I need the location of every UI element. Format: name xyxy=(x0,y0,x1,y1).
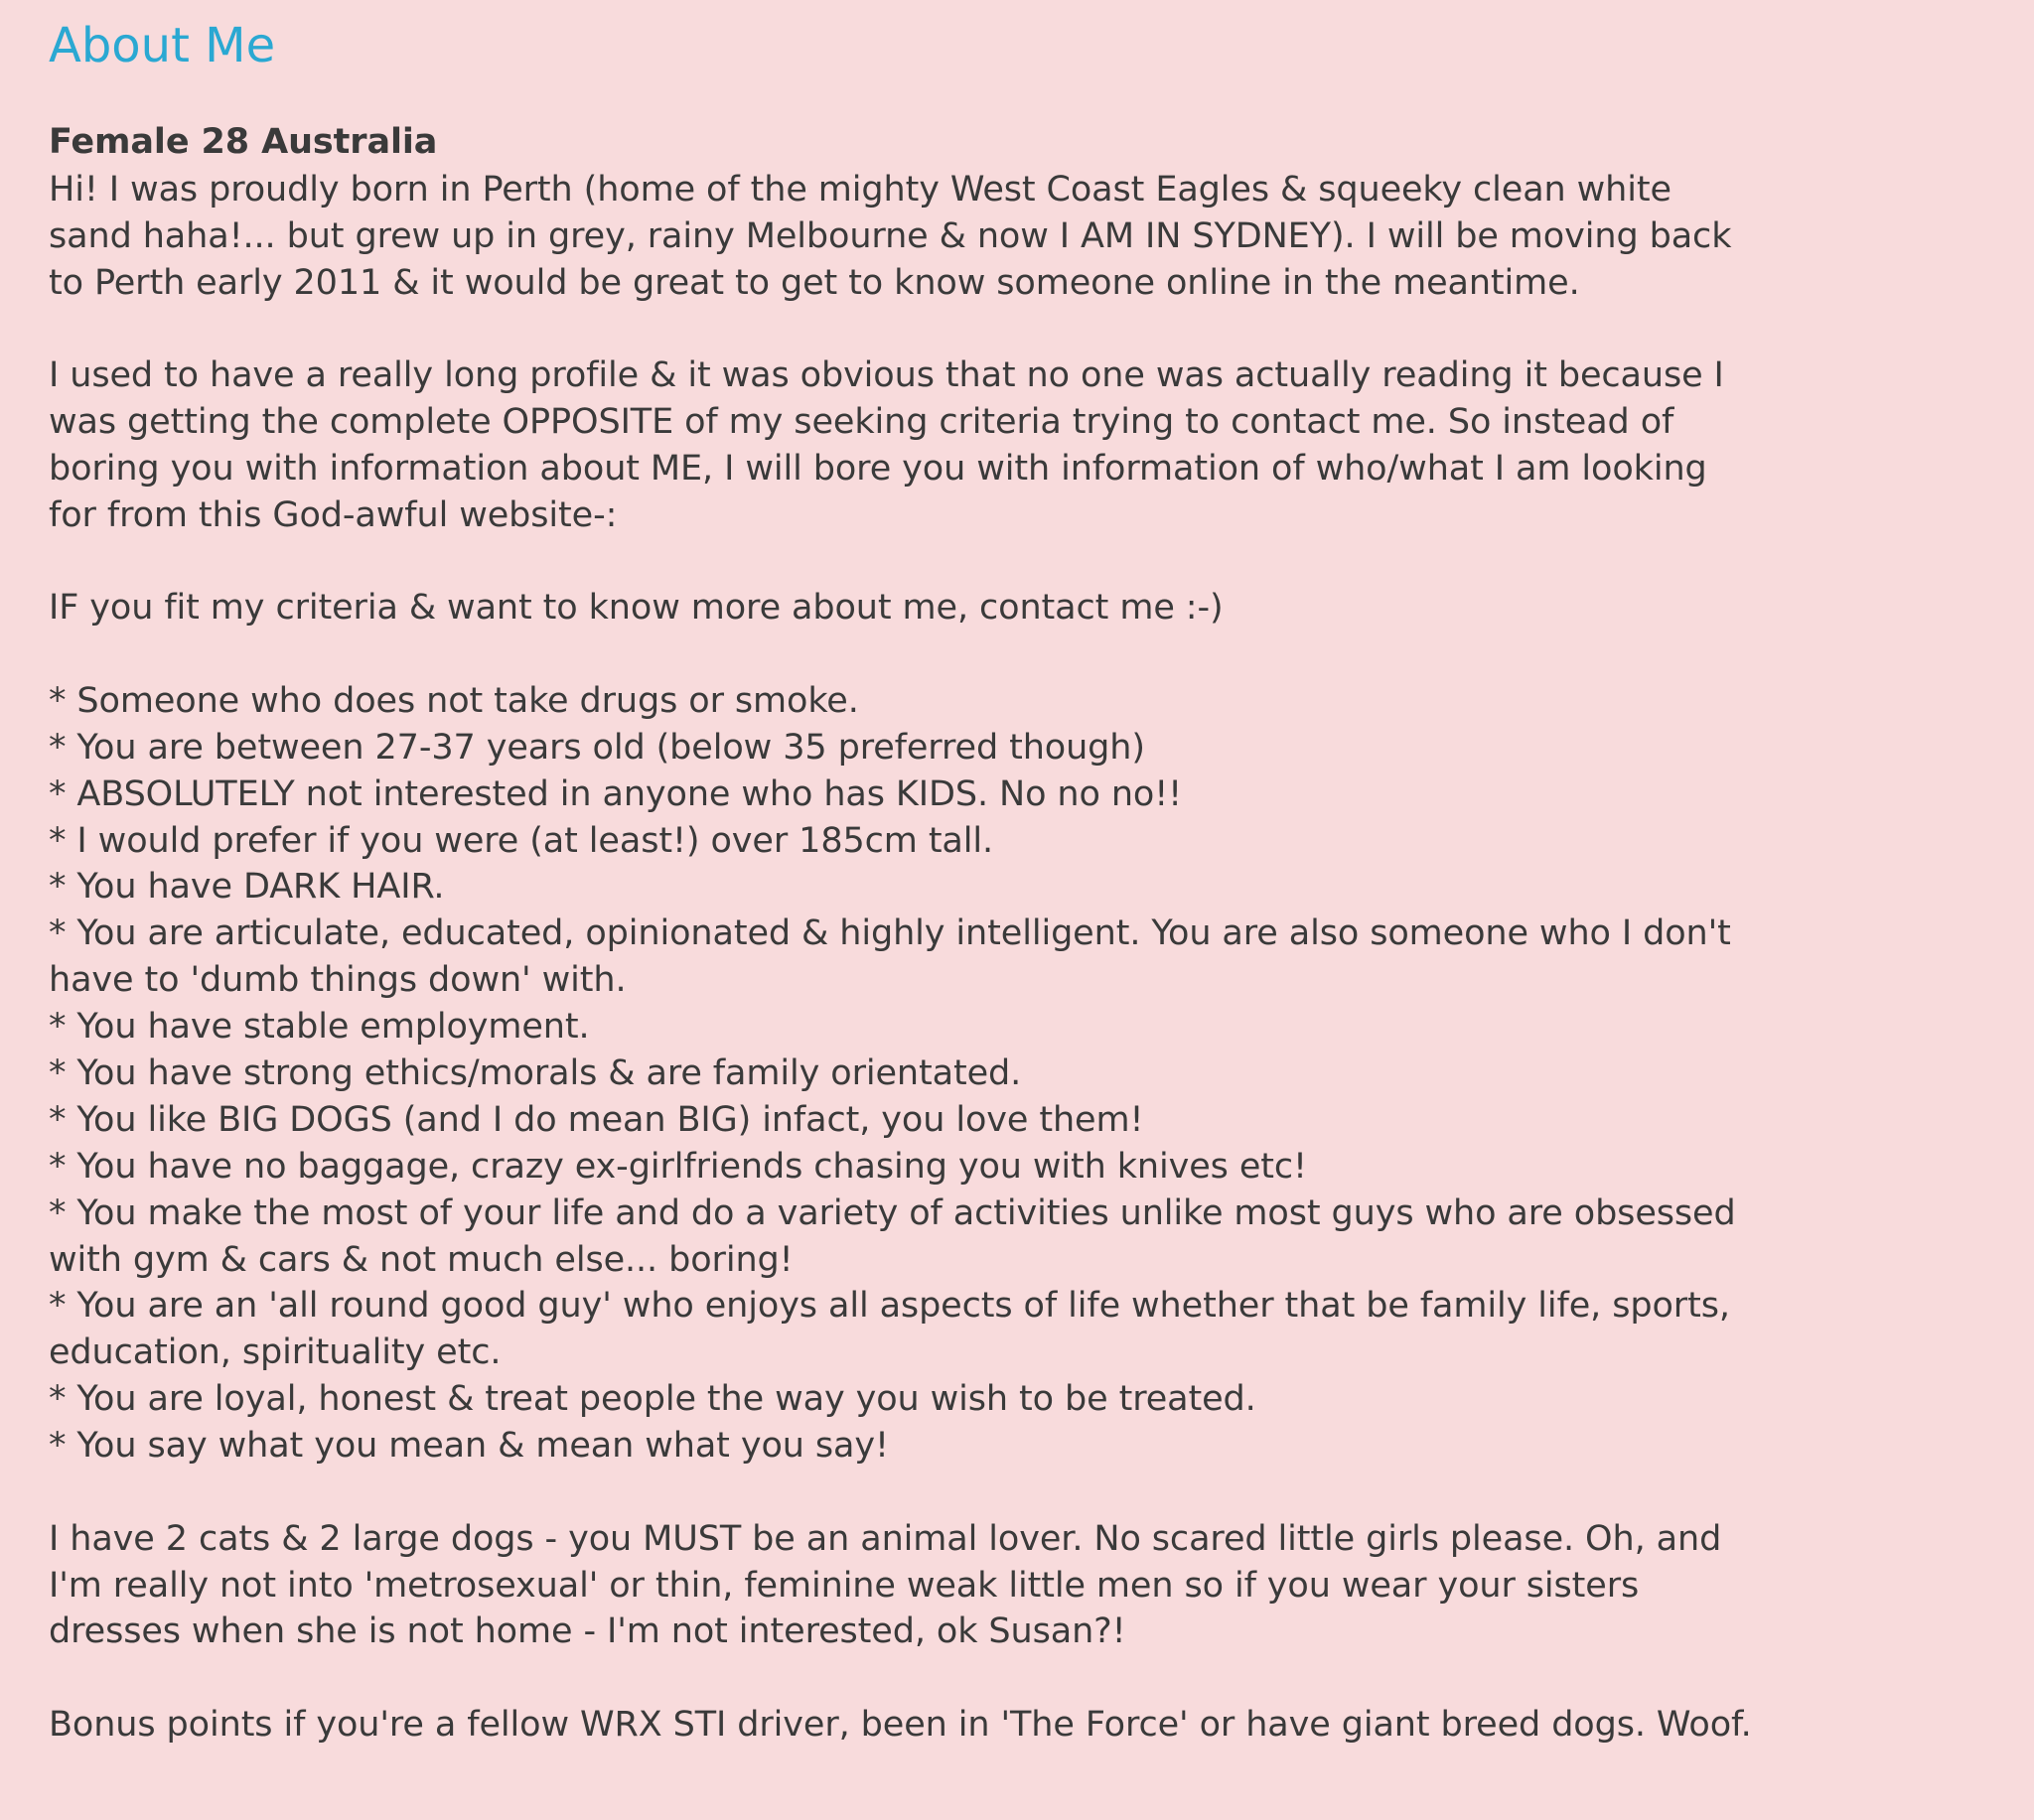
criteria-item: * I would prefer if you were (at least!) over 185cm tall. xyxy=(49,821,994,861)
criteria-item: have to 'dumb things down' with. xyxy=(49,960,627,1000)
profile-paragraph-line: for from this God-awful website-: xyxy=(49,495,618,535)
criteria-item: * Someone who does not take drugs or smoke. xyxy=(49,681,859,721)
criteria-item: * You are articulate, educated, opinionated & highly intelligent. You are also someone who I don't xyxy=(49,913,1731,953)
intro-line: to Perth early 2011 & it would be great to get to know someone online in the meantime. xyxy=(49,263,1580,303)
pets-paragraph-line: dresses when she is not home - I'm not interested, ok Susan?! xyxy=(49,1611,1126,1651)
criteria-item: * You have DARK HAIR. xyxy=(49,867,445,907)
profile-paragraph-line: boring you with information about ME, I will bore you with information of who/what I am looking xyxy=(49,449,1707,489)
criteria-item: * You say what you mean & mean what you say! xyxy=(49,1426,889,1466)
criteria-item: * You are loyal, honest & treat people the way you wish to be treated. xyxy=(49,1379,1256,1419)
criteria-intro: IF you fit my criteria & want to know more about me, contact me :-) xyxy=(49,588,1224,628)
criteria-item: education, spirituality etc. xyxy=(49,1332,502,1372)
profile-paragraph-line: was getting the complete OPPOSITE of my seeking criteria trying to contact me. So instead of xyxy=(49,402,1674,442)
criteria-item: * You have stable employment. xyxy=(49,1007,590,1047)
criteria-item: * You like BIG DOGS (and I do mean BIG) infact, you love them! xyxy=(49,1100,1144,1140)
intro-line: Hi! I was proudly born in Perth (home of the mighty West Coast Eagles & squeeky clean white xyxy=(49,170,1671,210)
profile-summary: Female 28 Australia xyxy=(49,122,438,162)
criteria-item: * You are an 'all round good guy' who enjoys all aspects of life whether that be family life, sports, xyxy=(49,1286,1730,1326)
intro-line: sand haha!... but grew up in grey, rainy Melbourne & now I AM IN SYDNEY). I will be moving back xyxy=(49,216,1732,256)
criteria-item: * You make the most of your life and do a variety of activities unlike most guys who are obsessed xyxy=(49,1193,1736,1233)
criteria-item: with gym & cars & not much else... boring! xyxy=(49,1240,794,1280)
profile-paragraph-line: I used to have a really long profile & it was obvious that no one was actually reading it because I xyxy=(49,355,1724,395)
bonus-paragraph: Bonus points if you're a fellow WRX STI driver, been in 'The Force' or have giant breed dogs. Woof. xyxy=(49,1705,1752,1745)
criteria-item: * ABSOLUTELY not interested in anyone who has KIDS. No no no!! xyxy=(49,774,1183,814)
criteria-item: * You have strong ethics/morals & are family orientated. xyxy=(49,1053,1022,1093)
pets-paragraph-line: I have 2 cats & 2 large dogs - you MUST be an animal lover. No scared little girls please. Oh, and xyxy=(49,1519,1722,1559)
pets-paragraph-line: I'm really not into 'metrosexual' or thin, feminine weak little men so if you wear your sisters xyxy=(49,1566,1640,1606)
criteria-item: * You have no baggage, crazy ex-girlfriends chasing you with knives etc! xyxy=(49,1147,1307,1187)
section-title: About Me xyxy=(49,18,276,73)
criteria-item: * You are between 27-37 years old (below 35 preferred though) xyxy=(49,728,1145,768)
